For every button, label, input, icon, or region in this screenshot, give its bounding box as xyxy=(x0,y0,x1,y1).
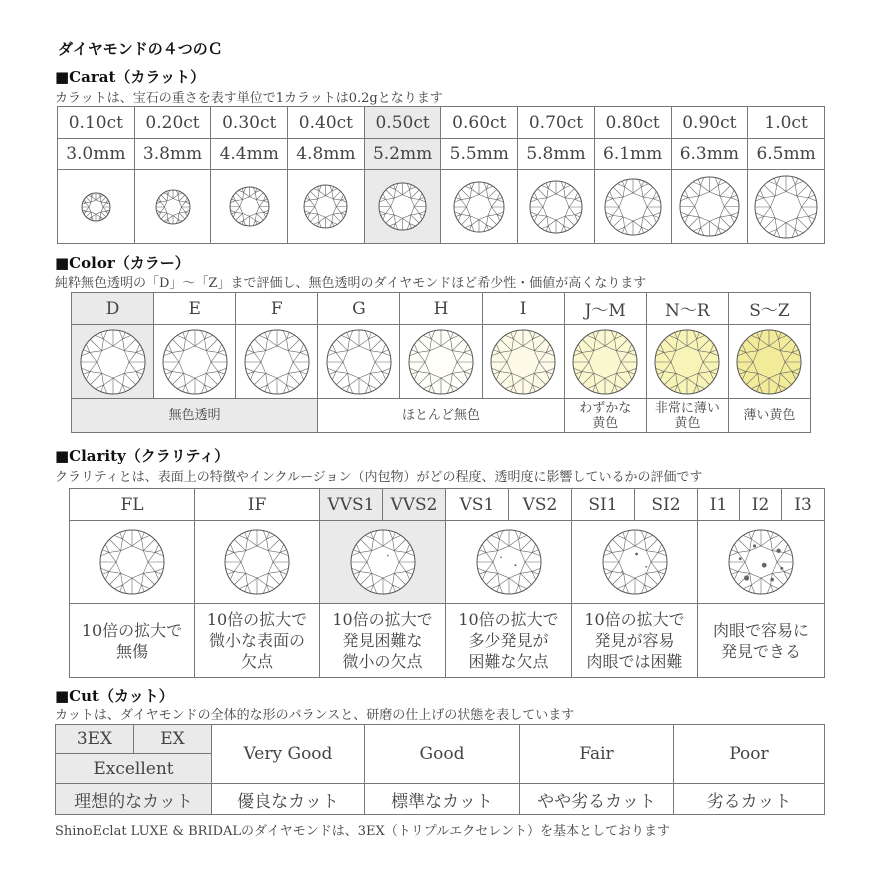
carat-title: ■Carat（カラット） xyxy=(55,68,206,86)
carat-weight-cell: 0.70ct xyxy=(518,107,595,139)
color-diagram-cell xyxy=(400,325,482,399)
carat-diagram-cell xyxy=(748,170,825,244)
cut-grade-good: Good xyxy=(365,725,520,784)
diamond-top-view-icon xyxy=(407,328,475,396)
cut-grade-poor: Poor xyxy=(674,725,825,784)
color-group-cell: 無色透明 xyxy=(72,399,318,433)
carat-weight-cell: 0.40ct xyxy=(288,107,365,139)
clarity-grade-cell: I3 xyxy=(782,489,825,521)
carat-size-cell: 4.4mm xyxy=(211,139,288,170)
color-grade-cell: S〜Z xyxy=(728,293,810,325)
diamond-top-view-icon xyxy=(475,528,543,596)
diamond-top-view-icon xyxy=(489,328,557,396)
clarity-diagram-cell xyxy=(698,521,825,604)
diamond-top-view-icon xyxy=(154,188,192,226)
clarity-grade-cell: VVS2 xyxy=(383,489,446,521)
clarity-description: クラリティとは、表面上の特徴やインクルージョン（内包物）がどの程度、透明度に影響しているかの評価です xyxy=(55,470,703,485)
color-grade-cell: G xyxy=(318,293,400,325)
clarity-grade-cell: VS1 xyxy=(446,489,509,521)
cut-grade-3ex: 3EX xyxy=(56,725,134,754)
color-group-cell: ほとんど無色 xyxy=(318,399,564,433)
carat-table xyxy=(57,106,825,244)
cut-grade-excellent: Excellent xyxy=(56,754,212,784)
clarity-grade-cell: FL xyxy=(70,489,195,521)
carat-size-cell: 3.0mm xyxy=(58,139,135,170)
carat-diagram-cell xyxy=(134,170,211,244)
cut-title: ■Cut（カット） xyxy=(55,687,174,705)
diamond-top-view-icon xyxy=(377,181,428,232)
clarity-diagram-cell xyxy=(572,521,698,604)
carat-size-cell: 3.8mm xyxy=(134,139,211,170)
diamond-top-view-icon xyxy=(243,328,311,396)
color-group-cell: わずかな 黄色 xyxy=(564,399,646,433)
clarity-description-cell: 肉眼で容易に 発見できる xyxy=(698,604,825,678)
diamond-top-view-icon xyxy=(678,175,741,238)
clarity-description-cell: 10倍の拡大で 無傷 xyxy=(70,604,195,678)
diamond-top-view-icon xyxy=(452,180,506,234)
diamond-top-view-icon xyxy=(98,528,166,596)
diamond-top-view-icon xyxy=(161,328,229,396)
diamond-top-view-icon xyxy=(735,328,803,396)
carat-weight-cell: 1.0ct xyxy=(748,107,825,139)
color-diagram-cell xyxy=(318,325,400,399)
carat-diagram-cell xyxy=(671,170,748,244)
clarity-description-cell: 10倍の拡大で 微小な表面の 欠点 xyxy=(195,604,320,678)
color-diagram-cell xyxy=(728,325,810,399)
carat-weight-cell: 0.20ct xyxy=(134,107,211,139)
clarity-grade-cell: VS2 xyxy=(509,489,572,521)
page-title: ダイヤモンドの４つのＣ xyxy=(58,40,223,58)
carat-size-cell: 6.1mm xyxy=(594,139,671,170)
clarity-description-cell: 10倍の拡大で 発見困難な 微小の欠点 xyxy=(320,604,446,678)
carat-size-cell: 6.5mm xyxy=(748,139,825,170)
cut-description: カットは、ダイヤモンドの全体的な形のバランスと、研磨の仕上げの状態を表しています xyxy=(55,708,575,723)
diamond-top-view-icon xyxy=(753,174,819,240)
color-diagram-cell xyxy=(482,325,564,399)
cut-description-cell: 劣るカット xyxy=(674,784,825,815)
diamond-top-view-icon xyxy=(603,177,663,237)
color-group-cell: 非常に薄い 黄色 xyxy=(646,399,728,433)
carat-size-cell: 5.5mm xyxy=(441,139,518,170)
diamond-top-view-icon xyxy=(325,328,393,396)
diamond-top-view-icon xyxy=(228,185,271,228)
diamond-top-view-icon xyxy=(653,328,721,396)
carat-weight-cell: 0.30ct xyxy=(211,107,288,139)
color-diagram-cell xyxy=(564,325,646,399)
color-group-cell: 薄い黄色 xyxy=(728,399,810,433)
carat-size-cell: 6.3mm xyxy=(671,139,748,170)
color-grade-cell: J〜M xyxy=(564,293,646,325)
carat-weight-cell: 0.80ct xyxy=(594,107,671,139)
carat-weight-cell: 0.60ct xyxy=(441,107,518,139)
clarity-description-cell: 10倍の拡大で 多少発見が 困難な欠点 xyxy=(446,604,572,678)
clarity-grade-cell: SI1 xyxy=(572,489,635,521)
carat-weight-cell: 0.90ct xyxy=(671,107,748,139)
color-grade-cell: F xyxy=(236,293,318,325)
diamond-top-view-icon xyxy=(727,528,795,596)
clarity-diagram-cell xyxy=(446,521,572,604)
cut-description-cell: 理想的なカット xyxy=(56,784,212,815)
cut-grade-fair: Fair xyxy=(520,725,674,784)
color-diagram-cell xyxy=(646,325,728,399)
clarity-grade-cell: VVS1 xyxy=(320,489,383,521)
diamond-top-view-icon xyxy=(349,528,417,596)
diamond-top-view-icon xyxy=(80,191,112,223)
color-grade-cell: E xyxy=(154,293,236,325)
diamond-top-view-icon xyxy=(601,528,669,596)
clarity-diagram-cell xyxy=(70,521,195,604)
carat-diagram-cell xyxy=(441,170,518,244)
carat-size-cell: 5.8mm xyxy=(518,139,595,170)
carat-diagram-cell xyxy=(211,170,288,244)
diamond-top-view-icon xyxy=(528,179,584,235)
cut-description-cell: 優良なカット xyxy=(212,784,365,815)
carat-diagram-cell xyxy=(518,170,595,244)
carat-weight-cell: 0.50ct xyxy=(364,107,441,139)
color-table xyxy=(71,292,811,433)
clarity-grade-cell: I1 xyxy=(698,489,740,521)
diamond-top-view-icon xyxy=(571,328,639,396)
color-description: 純粋無色透明の「D」〜「Z」まで評価し、無色透明のダイヤモンドほど希少性・価値が高くなります xyxy=(55,276,647,291)
clarity-diagram-cell xyxy=(195,521,320,604)
clarity-grade-cell: I2 xyxy=(740,489,782,521)
color-grade-cell: I xyxy=(482,293,564,325)
color-grade-cell: H xyxy=(400,293,482,325)
clarity-description-cell: 10倍の拡大で 発見が容易 肉眼では困難 xyxy=(572,604,698,678)
diamond-top-view-icon xyxy=(223,528,291,596)
color-grade-cell: D xyxy=(72,293,154,325)
carat-size-cell: 4.8mm xyxy=(288,139,365,170)
clarity-grade-cell: SI2 xyxy=(635,489,698,521)
color-diagram-cell xyxy=(236,325,318,399)
clarity-grade-cell: IF xyxy=(195,489,320,521)
footer-note: ShinoEclat LUXE & BRIDALのダイヤモンドは、3EX（トリプルエクセレント）を基本としております xyxy=(55,824,670,839)
carat-size-cell: 5.2mm xyxy=(364,139,441,170)
cut-grade-ex: EX xyxy=(134,725,212,754)
carat-diagram-cell xyxy=(594,170,671,244)
clarity-diagram-cell xyxy=(320,521,446,604)
color-title: ■Color（カラー） xyxy=(55,254,190,272)
color-diagram-cell xyxy=(72,325,154,399)
color-grade-cell: N〜R xyxy=(646,293,728,325)
carat-description: カラットは、宝石の重さを表す単位で1カラットは0.2gとなります xyxy=(55,91,443,106)
cut-description-cell: 標準なカット xyxy=(365,784,520,815)
clarity-table xyxy=(69,488,825,678)
diamond-top-view-icon xyxy=(302,183,349,230)
carat-diagram-cell xyxy=(288,170,365,244)
carat-weight-cell: 0.10ct xyxy=(58,107,135,139)
diamond-top-view-icon xyxy=(79,328,147,396)
cut-description-cell: やや劣るカット xyxy=(520,784,674,815)
cut-table xyxy=(55,724,825,815)
carat-diagram-cell xyxy=(58,170,135,244)
carat-diagram-cell xyxy=(364,170,441,244)
cut-grade-very-good: Very Good xyxy=(212,725,365,784)
clarity-title: ■Clarity（クラリティ） xyxy=(55,447,230,465)
color-diagram-cell xyxy=(154,325,236,399)
